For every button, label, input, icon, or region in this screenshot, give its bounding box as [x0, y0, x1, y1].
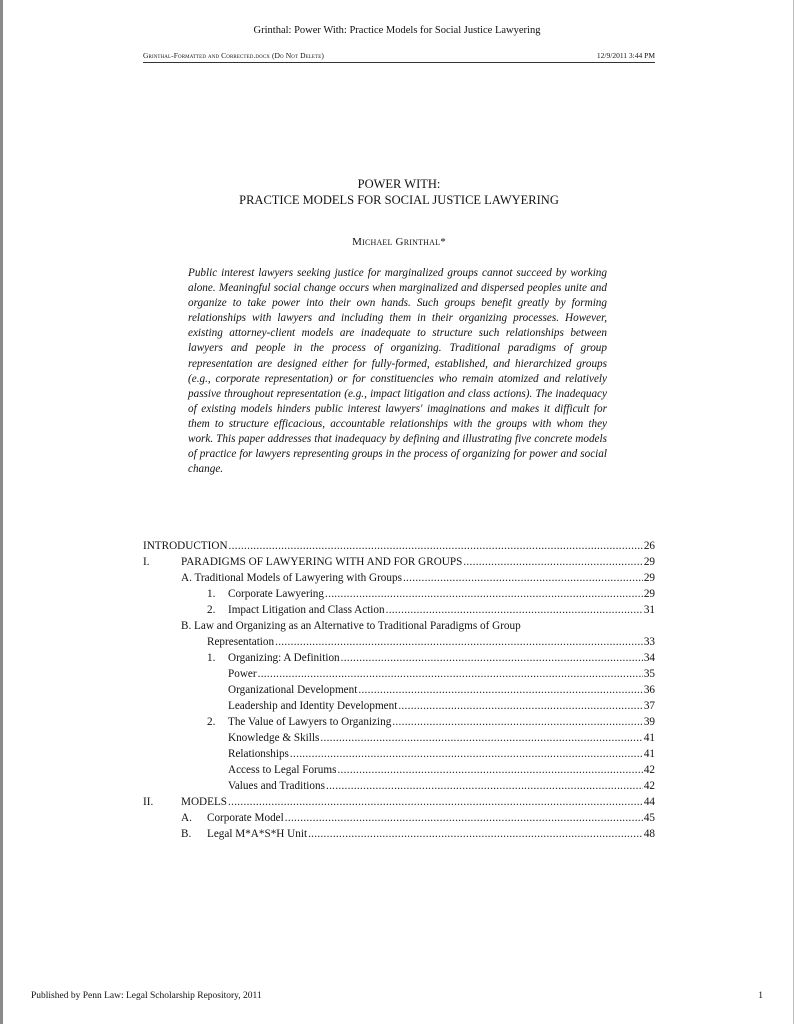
- toc-page: 35: [643, 668, 655, 680]
- header-rule: [143, 62, 655, 63]
- toc-leader-dots: [325, 586, 643, 602]
- page-number: 1: [758, 991, 763, 1001]
- toc-page: 29: [643, 556, 655, 568]
- toc-label: Organizing: A Definition: [228, 652, 340, 664]
- toc-entry[interactable]: [143, 634, 655, 650]
- publisher-footer: Published by Penn Law: Legal Scholarship Repository, 2011: [31, 991, 262, 1001]
- toc-label: Representation: [207, 636, 275, 648]
- toc-page: 45: [643, 812, 655, 824]
- toc-label: Values and Traditions: [228, 780, 325, 792]
- toc-leader-dots: [275, 634, 643, 650]
- toc-entry[interactable]: [143, 602, 655, 618]
- toc-label: Relationships: [228, 748, 289, 760]
- toc-page: 37: [643, 700, 655, 712]
- toc-page: 31: [643, 604, 655, 616]
- article-title: [143, 176, 655, 208]
- toc-leader-dots: [258, 666, 643, 682]
- toc-entry[interactable]: [143, 746, 655, 762]
- toc-entry[interactable]: [143, 650, 655, 666]
- toc-number: 1.: [207, 652, 216, 664]
- toc-leader-dots: [358, 682, 642, 698]
- toc-leader-dots: [285, 810, 643, 826]
- running-title: Grinthal: Power With: Practice Models for Social Justice Lawyering: [253, 25, 541, 36]
- toc-page: 26: [643, 540, 655, 552]
- timestamp: 12/9/2011 3:44 PM: [596, 51, 655, 60]
- toc-page: 48: [643, 828, 655, 840]
- toc-page: 39: [643, 716, 655, 728]
- toc-entry[interactable]: [143, 778, 655, 794]
- toc-page: 41: [643, 748, 655, 760]
- author-name: Michael Grinthal*: [352, 236, 446, 248]
- toc-entry[interactable]: [143, 666, 655, 682]
- toc-entry[interactable]: [143, 826, 655, 842]
- toc-page: 41: [643, 732, 655, 744]
- toc-label: B. Law and Organizing as an Alternative to Traditional Paradigms of Group: [181, 620, 521, 632]
- toc-leader-dots: [392, 714, 643, 730]
- file-name: Grinthal-Formatted and Corrected.docx (Do Not Delete): [143, 51, 324, 60]
- toc-entry[interactable]: [143, 794, 655, 810]
- toc-number: B.: [181, 828, 192, 840]
- toc-entry[interactable]: [143, 554, 655, 570]
- title-line-1: POWER WITH:: [357, 177, 441, 191]
- toc-label: Power: [228, 668, 257, 680]
- toc-page: 29: [643, 572, 655, 584]
- toc-label: Access to Legal Forums: [228, 764, 337, 776]
- toc-number: 2.: [207, 716, 216, 728]
- toc-entry[interactable]: [143, 730, 655, 746]
- toc-entry[interactable]: [143, 682, 655, 698]
- toc-entry[interactable]: [143, 586, 655, 602]
- toc-label: MODELS: [181, 796, 227, 808]
- toc-number: 2.: [207, 604, 216, 616]
- toc-label: The Value of Lawyers to Organizing: [228, 716, 392, 728]
- toc-leader-dots: [337, 762, 642, 778]
- toc-label: Corporate Lawyering: [228, 588, 324, 600]
- toc-page: 44: [643, 796, 655, 808]
- toc-entry[interactable]: [143, 762, 655, 778]
- toc-leader-dots: [308, 826, 643, 842]
- title-line-2: PRACTICE MODELS FOR SOCIAL JUSTICE LAWYERING: [239, 193, 559, 207]
- toc-entry[interactable]: [143, 714, 655, 730]
- toc-leader-dots: [398, 698, 643, 714]
- toc-number: A.: [181, 812, 192, 824]
- toc-number: I.: [143, 556, 150, 568]
- toc-page: 33: [643, 636, 655, 648]
- toc-leader-dots: [326, 778, 643, 794]
- toc-page: 42: [643, 780, 655, 792]
- abstract: Public interest lawyers seeking justice for marginalized groups cannot succeed by working alone. Meaningful social change occurs when marginalized and dispersed peoples unite and organize to take power into their own hands. Such groups benefit greatly by forming relationships with lawyers and including them in their organizing processes. However, existing attorney-client models are inadequate to structure such relationships between lawyers and people in the process of organizing. Traditional paradigms of group representation are designed either for fully-formed, established, and hierarchized groups (e.g., corporate representation) or for constituencies who remain atomized and relatively passive throughout representation (e.g., impact litigation and class actions). The inadequacy of existing models hinders public interest lawyers' imaginations and makes it difficult for them to structure efficacious, accountable relationships with the groups with whom they work. This paper addresses that inadequacy by defining and illustrating five concrete models of practice for lawyers representing groups in the process of organizing for power and social change.: [188, 267, 607, 476]
- page-border-left: [0, 0, 3, 1024]
- toc-entry[interactable]: [143, 810, 655, 826]
- toc-label: INTRODUCTION: [143, 540, 228, 552]
- toc-label: Corporate Model: [207, 812, 284, 824]
- toc-page: 42: [643, 764, 655, 776]
- table-of-contents: [143, 538, 655, 842]
- toc-entry[interactable]: [143, 570, 655, 586]
- toc-leader-dots: [386, 602, 643, 618]
- toc-leader-dots: [290, 746, 643, 762]
- toc-label: Legal M*A*S*H Unit: [207, 828, 308, 840]
- toc-leader-dots: [320, 730, 642, 746]
- toc-label: A. Traditional Models of Lawyering with Groups: [181, 572, 402, 584]
- toc-leader-dots: [463, 554, 643, 570]
- toc-page: 36: [643, 684, 655, 696]
- toc-leader-dots: [229, 538, 643, 554]
- toc-entry[interactable]: [143, 538, 655, 554]
- toc-label: Impact Litigation and Class Action: [228, 604, 385, 616]
- toc-leader-dots: [341, 650, 643, 666]
- toc-leader-dots: [228, 794, 643, 810]
- toc-page: 29: [643, 588, 655, 600]
- toc-page: 34: [643, 652, 655, 664]
- toc-label: PARADIGMS OF LAWYERING WITH AND FOR GROUPS: [181, 556, 463, 568]
- toc-entry[interactable]: [143, 698, 655, 714]
- toc-number: II.: [143, 796, 154, 808]
- toc-leader-dots: [403, 570, 643, 586]
- toc-number: 1.: [207, 588, 216, 600]
- toc-entry[interactable]: [143, 618, 655, 634]
- toc-label: Organizational Development: [228, 684, 358, 696]
- toc-label: Knowledge & Skills: [228, 732, 320, 744]
- toc-label: Leadership and Identity Development: [228, 700, 398, 712]
